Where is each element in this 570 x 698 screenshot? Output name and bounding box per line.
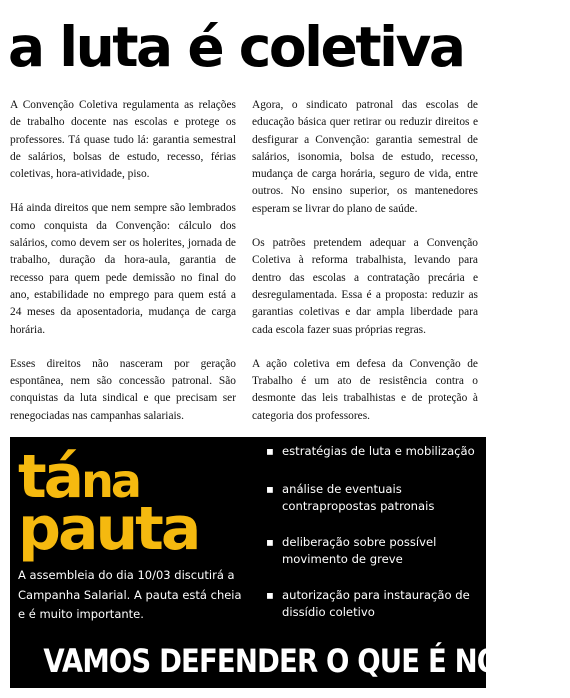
logo-word-na: na bbox=[81, 454, 139, 508]
left-text-column bbox=[10, 97, 236, 442]
right-paragraph-2: Os patrões pretendem adequar a Convenção Coletiva à reforma trabalhista, levando para dentro das escolas a contratação precária e desregulamentada. Essa é a proposta: reduzir as garantias coletivas e dar ampla liberdade para cada escola fazer suas próprias regras. bbox=[252, 237, 478, 336]
headline: a luta é coletiva bbox=[8, 15, 464, 79]
right-text-column bbox=[252, 97, 478, 442]
left-paragraph-3: Esses direitos não nasceram por geração espontânea, nem são concessão patronal. São conquistas da luta sindical e que precisam ser renegociadas nas campanhas salariais. bbox=[10, 357, 236, 422]
ta-na-pauta-logo bbox=[18, 442, 258, 564]
right-paragraph-3: A ação coletiva em defesa da Convenção de Trabalho é um ato de resistência contra o desmonte das leis trabalhistas e de proteção à categoria dos professores. bbox=[252, 357, 478, 422]
agenda-item-text: deliberação sobre possível movimento de greve bbox=[282, 534, 437, 566]
agenda-item bbox=[266, 443, 484, 461]
agenda-item-text: análise de eventuais contrapropostas patronais bbox=[282, 481, 435, 513]
right-paragraph-1: Agora, o sindicato patronal das escolas de educação básica quer retirar ou reduzir direitos e desfigurar a Convenção: garantia semestral de salários, isonomia, bolsa de estudo, recesso, mudança de carga horária, seguro de vida, entre outros. No ensino superior, os mantenedores esperam se livrar do plano de saúde. bbox=[252, 99, 478, 215]
logo-word-ta: tá bbox=[18, 442, 82, 512]
agenda-list bbox=[266, 443, 484, 640]
agenda-item bbox=[266, 534, 484, 569]
agenda-item bbox=[266, 587, 484, 622]
square-bullet-icon: ▪ bbox=[266, 587, 274, 602]
assembly-note: A assembleia do dia 10/03 discutirá a Campanha Salarial. A pauta está cheia e é muito importante. bbox=[18, 568, 242, 621]
slogan: VAMOS DEFENDER O QUE É NOSSO! bbox=[43, 642, 570, 680]
square-bullet-icon: ▪ bbox=[266, 481, 274, 496]
agenda-item bbox=[266, 481, 484, 516]
agenda-item-text: autorização para instauração de dissídio coletivo bbox=[282, 587, 470, 619]
left-paragraph-2: Há ainda direitos que nem sempre são lembrados como conquista da Convenção: cálculo dos salários, como devem ser os holerites, jornada de trabalho, duração da hora-aula, garantia de recesso para quem pede demissão no final do ano, estabilidade no emprego para quem está a 24 meses da aposentadoria, mudança de carga horária. bbox=[10, 202, 236, 336]
square-bullet-icon: ▪ bbox=[266, 444, 274, 458]
square-bullet-icon: ▪ bbox=[266, 534, 274, 549]
left-paragraph-1: A Convenção Coletiva regulamenta as relações de trabalho docente nas escolas e protege os professores. Tá quase tudo lá: garantia semestral de salários, bolsas de estudo, recesso, férias coletivas, hora-atividade, piso. bbox=[10, 99, 236, 181]
logo-word-pauta: pauta bbox=[18, 494, 199, 564]
agenda-item-text: estratégias de luta e mobilização bbox=[282, 444, 475, 458]
